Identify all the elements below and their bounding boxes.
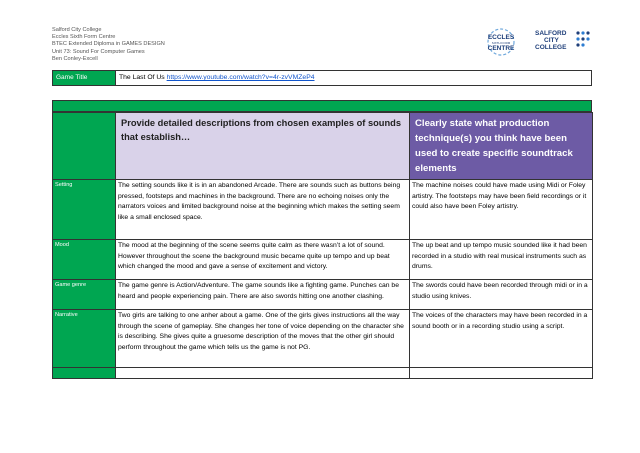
empty-description [116,368,410,379]
mood-description: The mood at the beginning of the scene seems quite calm as there wasn’t a lot of sound. However throughout the scene the background music became quite up tempo and up beat which changed the mood and gave a sense of excitement and victory. [116,240,410,280]
college-info-line: Unit 73: Sound For Computer Games [52,48,145,55]
row-label-narrative: Narrative [53,310,116,368]
game-genre-description: The game genre is Action/Adventure. The game sounds like a fighting game. Punches can be heard and people experiencing pain. There are also swords hitting one another clashing. [116,280,410,310]
game-genre-technique: The swords could have been recorded through midi or in a studio using knives. [410,280,593,310]
green-divider-band [52,100,592,112]
college-info-line: Eccles Sixth Form Centre [52,34,116,41]
youtube-link[interactable]: https://www.youtube.com/watch?v=4r-zvVMZeP4 [166,74,315,81]
college-info [52,27,165,63]
game-title-row [52,70,592,86]
row-label-game-genre: Game genre [53,280,116,310]
row-label-empty [53,368,116,379]
row-label-mood: Mood [53,240,116,280]
empty-technique [410,368,593,379]
table-row [53,240,593,280]
narrative-description: Two girls are talking to one anher about a game. One of the girls gives instructions all the way through the scene of gameplay. She changes her tone of voice depending on the character she is describing. She gives quite a gruesome description of the moves that the other girl should perform throughout the game which tells us the game is not PG. [116,310,410,368]
table-row [53,180,593,240]
salford-logo-text-2: CITY [544,37,559,44]
table-row [53,280,593,310]
eccles-logo [481,28,521,56]
analysis-table [52,112,593,379]
setting-technique: The machine noises could have made using Midi or Foley artistry. The footsteps may have been field recordings or it could also have been Foley artistry. [410,180,593,240]
game-name: The Last Of Us [119,74,165,81]
college-info-line: Ben Conley-Excell [52,55,98,62]
college-info-line: BTEC Extended Diploma in GAMES DESIGN [52,41,165,48]
table-header-row [53,113,593,180]
header-descriptions: Provide detailed descriptions from chosen examples of sounds that establish… [116,113,410,180]
mood-technique: The up beat and up tempo music sounded like it had been recorded in a studio with real musical instruments such as drums. [410,240,593,280]
game-title-label: Game Title [53,71,116,85]
header-techniques: Clearly state what production technique(s) you think have been used to create specific soundtrack elements [410,113,593,180]
eccles-logo-text-2: SIXTH FORM [491,41,511,45]
salford-logo-text-3: COLLEGE [535,44,567,51]
table-row [53,310,593,368]
header-label-cell [53,113,116,180]
narrative-technique: The voices of the characters may have been recorded in a sound booth or in a recording studio using a script. [410,310,593,368]
salford-dots-icon [576,31,589,46]
setting-description: The setting sounds like it is in an abandoned Arcade. There are sounds such as buttons being pressed, footsteps and machines in the background. There are no echoing noises only the narrators voices and limited background noise at the beginning which makes the setting seem like a small enclosed space. [116,180,410,240]
eccles-logo-text-1: ECCLES [487,34,515,41]
salford-logo [533,26,593,54]
eccles-logo-text-3: CENTRE [487,45,515,52]
college-info-line: Salford City College [52,27,102,33]
row-label-setting: Setting [53,180,116,240]
game-title-value [116,71,591,85]
salford-logo-text-1: SALFORD [535,30,567,37]
table-row [53,368,593,379]
